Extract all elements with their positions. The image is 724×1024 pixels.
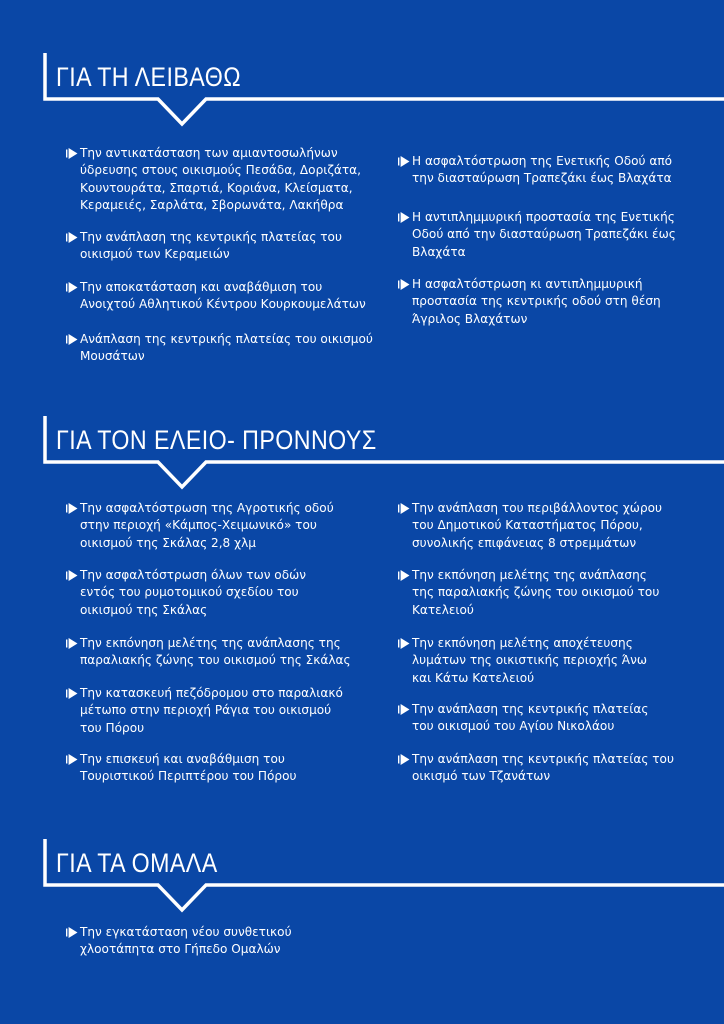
arrow-bullet-icon — [398, 212, 410, 223]
item-text-line: οικισμού της Σκάλας — [80, 602, 208, 617]
right-list-item — [398, 635, 647, 687]
right-list-item — [398, 567, 659, 619]
item-text-line: και Κάτω Κατελειού — [412, 670, 535, 685]
arrow-bullet-icon — [398, 638, 410, 649]
item-text-line: Την αποκατάσταση και αναβάθμιση του — [80, 280, 323, 294]
item-text-line: Την εκπόνηση μελέτης της ανάπλασης της — [80, 636, 341, 650]
item-text-line: του Πόρου — [80, 720, 145, 735]
item-text-line: χλοοτάπητα στο Γήπεδο Ομαλών — [80, 942, 281, 957]
item-text-line: μέτωπο στην περιοχή Ράγια του οικισμού — [80, 703, 332, 718]
right-list-item — [398, 701, 648, 736]
arrow-bullet-icon — [66, 688, 78, 699]
item-text-line: Άγριλος Βλαχάτων — [412, 311, 528, 326]
item-text-line: Οδού από την διασταύρωση Τραπεζάκι έως — [412, 227, 676, 242]
arrow-bullet-icon — [398, 754, 410, 765]
left-list-item — [66, 500, 334, 552]
item-text-line: την διασταύρωση Τραπεζάκι έως Βλαχάτα — [412, 171, 672, 186]
item-text-line: Την εγκατάσταση νέου συνθετικού — [80, 925, 292, 939]
left-list-item — [66, 229, 342, 264]
item-text-line: ύδρευσης στους οικισμούς Πεσάδα, Δοριζάτα, — [80, 163, 361, 178]
item-text-line: Κατελειού — [412, 602, 474, 617]
arrow-bullet-icon — [66, 570, 78, 581]
item-text-line: Βλαχάτα — [412, 244, 466, 259]
item-text-line: Κουντουράτα, Σπαρτιά, Κοριάνα, Κλείσματα, — [80, 180, 353, 195]
item-text-line: Την αντικατάσταση των αμιαντοσωλήνων — [80, 146, 338, 160]
arrow-bullet-icon — [66, 232, 78, 243]
item-text-line: προστασία της κεντρικής οδού στη θέση — [412, 294, 661, 309]
item-text-line: Την κατασκευή πεζόδρομου στο παραλιακό — [80, 686, 343, 700]
right-list-item — [398, 153, 672, 188]
item-text-line: Την επισκευή και αναβάθμιση του — [80, 752, 285, 766]
item-text-line: Ανοιχτού Αθλητικού Κέντρου Κουρκουμελάτων — [80, 297, 366, 312]
item-text-line: Την ανάπλαση του περιβάλλοντος χώρου — [412, 501, 663, 515]
arrow-bullet-icon — [66, 927, 78, 938]
item-text-line: της παραλιακής ζώνης του οικισμού του — [412, 585, 660, 600]
left-list-item — [66, 635, 351, 670]
item-text-line: οικισμού των Κεραμειών — [80, 247, 230, 262]
section-title: ΓΙΑ ΤΑ ΟΜΑΛΑ — [56, 848, 218, 878]
arrow-bullet-icon — [398, 503, 410, 514]
item-text-line: Η αντιπλημμυρική προστασία της Ενετικής — [412, 210, 675, 224]
left-list-item — [66, 279, 366, 314]
arrow-bullet-icon — [398, 279, 410, 290]
item-text-line: του Δημοτικού Καταστήματος Πόρου, — [412, 518, 643, 533]
section-title: ΓΙΑ ΤΟΝ ΕΛΕΙΟ- ΠΡΟΝΝΟΥΣ — [56, 425, 377, 455]
arrow-bullet-icon — [398, 156, 410, 167]
item-text-line: οικισμό των Τζανάτων — [412, 769, 551, 784]
section-title: ΓΙΑ ΤΗ ΛΕΙΒΑΘΩ — [56, 62, 241, 92]
left-list-item — [66, 685, 343, 737]
item-text-line: Την εκπόνηση μελέτης αποχέτευσης — [412, 636, 633, 650]
arrow-bullet-icon — [66, 754, 78, 765]
arrow-bullet-icon — [66, 638, 78, 649]
item-text-line: Την ασφαλτόστρωση όλων των οδών — [80, 568, 306, 582]
item-text-line: εντός του ρυμοτομικού σχεδίου του — [80, 585, 299, 600]
left-list-item — [66, 924, 292, 959]
item-text-line: Η ασφαλτόστρωση κι αντιπλημμυρική — [412, 277, 643, 291]
left-list-item — [66, 145, 361, 214]
item-text-line: Την ανάπλαση της κεντρικής πλατείας — [412, 702, 649, 716]
left-list-item — [66, 331, 373, 366]
item-text-line: Τουριστικού Περιπτέρου του Πόρου — [80, 769, 297, 784]
item-text-line: του οικισμού του Αγίου Νικολάου — [412, 719, 615, 734]
item-text-line: Την εκπόνηση μελέτης της ανάπλασης — [412, 568, 647, 582]
right-list-item — [398, 751, 674, 786]
item-text-line: παραλιακής ζώνης του οικισμού της Σκάλας — [80, 653, 351, 668]
arrow-bullet-icon — [66, 148, 78, 159]
right-list-item — [398, 276, 661, 328]
arrow-bullet-icon — [66, 334, 78, 345]
left-list-item — [66, 751, 296, 786]
right-list-item — [398, 500, 662, 552]
left-list-item — [66, 567, 306, 619]
item-text-line: Μουσάτων — [80, 349, 145, 364]
arrow-bullet-icon — [66, 503, 78, 514]
item-text-line: οικισμού της Σκάλας 2,8 χλμ — [80, 535, 256, 550]
item-text-line: Την ασφαλτόστρωση της Αγροτικής οδού — [80, 501, 334, 515]
arrow-bullet-icon — [398, 704, 410, 715]
right-list-item — [398, 209, 676, 261]
item-text-line: συνολικής επιφάνειας 8 στρεμμάτων — [412, 535, 637, 550]
arrow-bullet-icon — [398, 570, 410, 581]
item-text-line: στην περιοχή «Κάμπος-Χειμωνικό» του — [80, 518, 317, 533]
arrow-bullet-icon — [66, 282, 78, 293]
item-text-line: Την ανάπλαση της κεντρικής πλατείας του — [412, 752, 674, 766]
item-text-line: λυμάτων της οικιστικής περιοχής Άνω — [412, 653, 648, 668]
item-text-line: Κεραμειές, Σαρλάτα, Σβορωνάτα, Λακήθρα — [80, 197, 344, 212]
item-text-line: Την ανάπλαση της κεντρικής πλατείας του — [80, 230, 342, 244]
item-text-line: Η ασφαλτόστρωση της Ενετικής Οδού από — [412, 154, 673, 168]
item-text-line: Ανάπλαση της κεντρικής πλατείας του οικισμού — [80, 332, 373, 346]
